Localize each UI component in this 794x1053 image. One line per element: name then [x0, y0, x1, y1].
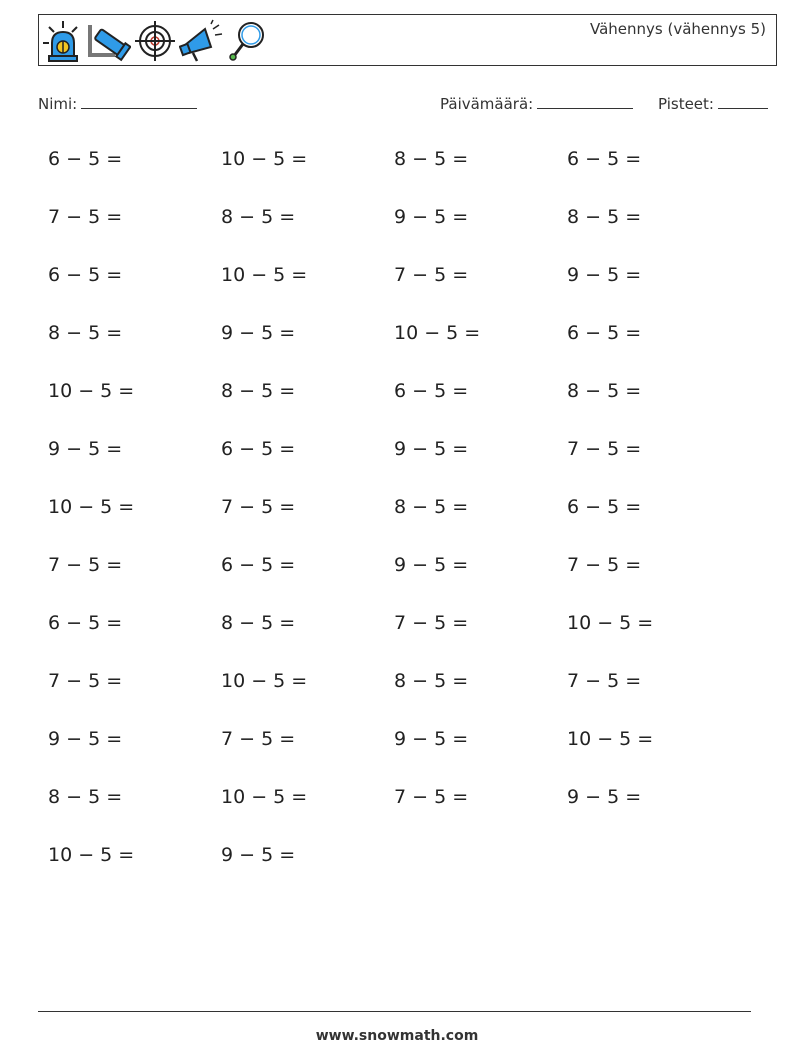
problem-cell: 9 − 5 = [394, 554, 469, 576]
problem-cell: 9 − 5 = [221, 844, 296, 866]
problem-cell: 7 − 5 = [567, 670, 642, 692]
problem-cell: 6 − 5 = [567, 322, 642, 344]
problem-cell: 7 − 5 = [567, 554, 642, 576]
problem-cell: 7 − 5 = [48, 670, 123, 692]
problem-cell: 6 − 5 = [221, 554, 296, 576]
problem-cell: 6 − 5 = [567, 496, 642, 518]
date-line[interactable] [537, 94, 633, 109]
problem-cell: 6 − 5 = [48, 612, 123, 634]
problem-cell: 9 − 5 = [48, 438, 123, 460]
problem-cell: 10 − 5 = [48, 844, 135, 866]
problem-cell: 9 − 5 = [567, 264, 642, 286]
problem-cell: 8 − 5 = [48, 322, 123, 344]
problem-cell: 6 − 5 = [48, 264, 123, 286]
problem-cell: 7 − 5 = [394, 264, 469, 286]
problem-cell: 8 − 5 = [221, 612, 296, 634]
problem-cell: 8 − 5 = [394, 496, 469, 518]
problem-cell: 8 − 5 = [221, 206, 296, 228]
date-label: Päivämäärä: [440, 95, 534, 113]
magnifier-icon [225, 19, 269, 63]
icon-strip [41, 17, 269, 65]
problem-cell: 10 − 5 = [221, 786, 308, 808]
problem-cell: 9 − 5 = [394, 728, 469, 750]
problem-cell: 9 − 5 = [221, 322, 296, 344]
score-label: Pisteet: [658, 95, 714, 113]
problem-cell: 10 − 5 = [48, 496, 135, 518]
problem-cell: 9 − 5 = [567, 786, 642, 808]
footer-divider [38, 1011, 751, 1012]
problem-cell: 8 − 5 = [567, 206, 642, 228]
problem-cell: 10 − 5 = [48, 380, 135, 402]
problem-cell: 9 − 5 = [394, 438, 469, 460]
problem-cell: 9 − 5 = [394, 206, 469, 228]
score-field[interactable] [658, 94, 768, 113]
problem-cell: 10 − 5 = [221, 264, 308, 286]
problem-cell: 10 − 5 = [221, 670, 308, 692]
score-line[interactable] [718, 94, 768, 109]
megaphone-icon [179, 19, 223, 63]
problem-cell: 6 − 5 = [567, 148, 642, 170]
problem-cell: 10 − 5 = [221, 148, 308, 170]
problem-cell: 10 − 5 = [567, 728, 654, 750]
problem-cell: 10 − 5 = [567, 612, 654, 634]
date-field[interactable] [440, 94, 633, 113]
problem-cell: 8 − 5 = [394, 148, 469, 170]
problem-cell: 6 − 5 = [221, 438, 296, 460]
problem-cell: 10 − 5 = [394, 322, 481, 344]
problem-cell: 6 − 5 = [394, 380, 469, 402]
name-line[interactable] [81, 94, 197, 109]
problem-cell: 7 − 5 = [567, 438, 642, 460]
problem-cell: 8 − 5 = [221, 380, 296, 402]
problem-cell: 8 − 5 = [48, 786, 123, 808]
problem-cell: 8 − 5 = [394, 670, 469, 692]
problem-cell: 6 − 5 = [48, 148, 123, 170]
problem-cell: 7 − 5 = [394, 612, 469, 634]
name-field[interactable] [38, 94, 197, 113]
problem-cell: 7 − 5 = [221, 496, 296, 518]
problem-cell: 8 − 5 = [567, 380, 642, 402]
header-box [38, 14, 777, 66]
worksheet-title: Vähennys (vähennys 5) [589, 20, 766, 38]
flashlight-icon [87, 19, 131, 63]
problem-cell: 9 − 5 = [48, 728, 123, 750]
problem-cell: 7 − 5 = [48, 206, 123, 228]
footer-url: www.snowmath.com [315, 1028, 479, 1044]
problem-cell: 7 − 5 = [48, 554, 123, 576]
problem-cell: 7 − 5 = [221, 728, 296, 750]
crosshair-icon [133, 19, 177, 63]
problem-cell: 7 − 5 = [394, 786, 469, 808]
siren-icon [41, 19, 85, 63]
name-label: Nimi: [38, 95, 78, 113]
